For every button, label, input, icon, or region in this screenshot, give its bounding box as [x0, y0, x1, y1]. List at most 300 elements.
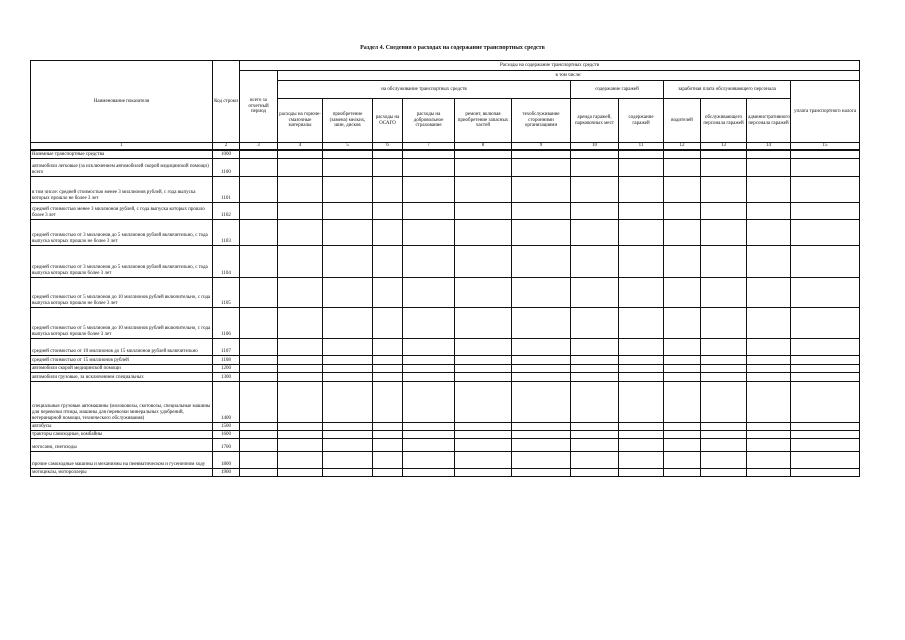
empty-cell[interactable] [455, 219, 512, 245]
empty-cell[interactable] [701, 338, 747, 355]
empty-cell[interactable] [373, 176, 403, 202]
column-number: 14 [747, 143, 791, 151]
empty-cell[interactable] [278, 245, 323, 277]
empty-cell[interactable] [373, 219, 403, 245]
empty-cell[interactable] [664, 158, 701, 176]
empty-cell[interactable] [747, 438, 791, 451]
empty-cell[interactable] [278, 219, 323, 245]
column-number: 13 [701, 143, 747, 151]
empty-cell[interactable] [619, 150, 664, 158]
empty-cell[interactable] [791, 245, 860, 277]
column-number: 8 [455, 143, 512, 151]
empty-cell[interactable] [403, 158, 455, 176]
empty-cell[interactable] [455, 202, 512, 219]
table-row [31, 338, 860, 355]
row-code: 1200 [213, 364, 240, 372]
empty-cell[interactable] [373, 355, 403, 364]
empty-cell[interactable] [512, 219, 571, 245]
empty-cell[interactable] [512, 451, 571, 468]
empty-cell[interactable] [791, 158, 860, 176]
empty-cell[interactable] [619, 381, 664, 422]
empty-cell[interactable] [571, 277, 619, 307]
empty-cell[interactable] [373, 451, 403, 468]
empty-cell[interactable] [571, 438, 619, 451]
empty-cell[interactable] [571, 422, 619, 430]
empty-cell[interactable] [512, 468, 571, 476]
empty-cell[interactable] [571, 176, 619, 202]
empty-cell[interactable] [791, 438, 860, 451]
empty-cell[interactable] [701, 176, 747, 202]
empty-cell[interactable] [373, 430, 403, 438]
empty-cell[interactable] [747, 176, 791, 202]
empty-cell[interactable] [619, 219, 664, 245]
empty-cell[interactable] [747, 364, 791, 372]
empty-cell[interactable] [240, 438, 278, 451]
column-numbers-row [31, 143, 860, 151]
column-number: 4 [278, 143, 323, 151]
empty-cell[interactable] [571, 355, 619, 364]
empty-cell[interactable] [373, 277, 403, 307]
empty-cell[interactable] [278, 158, 323, 176]
empty-cell[interactable] [664, 277, 701, 307]
row-name: автомобили скорой медицинской помощи [31, 364, 213, 372]
table-row [31, 430, 860, 438]
empty-cell[interactable] [619, 158, 664, 176]
empty-cell[interactable] [791, 422, 860, 430]
empty-cell[interactable] [240, 364, 278, 372]
empty-cell[interactable] [403, 245, 455, 277]
empty-cell[interactable] [619, 245, 664, 277]
empty-cell[interactable] [512, 438, 571, 451]
empty-cell[interactable] [403, 468, 455, 476]
empty-cell[interactable] [455, 338, 512, 355]
empty-cell[interactable] [619, 338, 664, 355]
empty-cell[interactable] [701, 202, 747, 219]
empty-cell[interactable] [403, 364, 455, 372]
empty-cell[interactable] [240, 355, 278, 364]
empty-cell[interactable] [455, 422, 512, 430]
empty-cell[interactable] [373, 381, 403, 422]
empty-cell[interactable] [323, 451, 373, 468]
empty-cell[interactable] [278, 438, 323, 451]
row-code: 1800 [213, 451, 240, 468]
row-code: 1000 [213, 150, 240, 158]
empty-cell[interactable] [278, 338, 323, 355]
empty-cell[interactable] [571, 430, 619, 438]
empty-cell[interactable] [455, 381, 512, 422]
empty-cell[interactable] [571, 150, 619, 158]
empty-cell[interactable] [240, 202, 278, 219]
empty-cell[interactable] [701, 219, 747, 245]
empty-cell[interactable] [373, 338, 403, 355]
empty-cell[interactable] [455, 355, 512, 364]
row-name: средней стоимостью от 5 миллионов до 10 миллионов рублей включительно, с года выпуска которых прошло не более 3 лет [31, 277, 213, 307]
empty-cell[interactable] [240, 307, 278, 338]
empty-cell[interactable] [323, 381, 373, 422]
empty-cell[interactable] [664, 430, 701, 438]
empty-cell[interactable] [747, 372, 791, 381]
empty-cell[interactable] [278, 202, 323, 219]
empty-cell[interactable] [619, 372, 664, 381]
header-col-8: ремонт, включая приобретение запасных частей [455, 99, 512, 143]
empty-cell[interactable] [323, 422, 373, 430]
empty-cell[interactable] [403, 430, 455, 438]
empty-cell[interactable] [747, 468, 791, 476]
empty-cell[interactable] [512, 381, 571, 422]
empty-cell[interactable] [619, 307, 664, 338]
empty-cell[interactable] [323, 219, 373, 245]
empty-cell[interactable] [571, 158, 619, 176]
table-row [31, 422, 860, 430]
empty-cell[interactable] [512, 355, 571, 364]
empty-cell[interactable] [664, 422, 701, 430]
header-service-group: на обслуживание транспортных средств [278, 81, 571, 99]
empty-cell[interactable] [373, 245, 403, 277]
empty-cell[interactable] [403, 372, 455, 381]
empty-cell[interactable] [512, 202, 571, 219]
empty-cell[interactable] [701, 364, 747, 372]
empty-cell[interactable] [619, 438, 664, 451]
empty-cell[interactable] [512, 307, 571, 338]
empty-cell[interactable] [373, 150, 403, 158]
empty-cell[interactable] [373, 422, 403, 430]
empty-cell[interactable] [664, 468, 701, 476]
empty-cell[interactable] [240, 430, 278, 438]
header-col-5: приобретение (замена) мелких, шин, дисков [323, 99, 373, 143]
empty-cell[interactable] [455, 176, 512, 202]
empty-cell[interactable] [512, 277, 571, 307]
empty-cell[interactable] [512, 176, 571, 202]
row-name: мотоциклы, мотороллеры [31, 468, 213, 476]
empty-cell[interactable] [240, 245, 278, 277]
empty-cell[interactable] [278, 430, 323, 438]
header-including: в том числе: [278, 71, 860, 81]
empty-cell[interactable] [701, 245, 747, 277]
empty-cell[interactable] [512, 338, 571, 355]
table-row [31, 150, 860, 158]
empty-cell[interactable] [278, 355, 323, 364]
empty-cell[interactable] [323, 202, 373, 219]
empty-cell[interactable] [571, 381, 619, 422]
empty-cell[interactable] [571, 364, 619, 372]
empty-cell[interactable] [323, 158, 373, 176]
empty-cell[interactable] [619, 468, 664, 476]
row-name: автомобили легковые (за исключением автомобилей скорой медицинской помощи) всего [31, 158, 213, 176]
row-name: средней стоимостью от 3 миллионов до 5 миллионов рублей включительно, с года выпуска которых прошло более 3 лет [31, 245, 213, 277]
empty-cell[interactable] [747, 202, 791, 219]
empty-cell[interactable] [512, 150, 571, 158]
row-code: 1600 [213, 430, 240, 438]
empty-cell[interactable] [240, 219, 278, 245]
row-code: 1500 [213, 422, 240, 430]
empty-cell[interactable] [240, 422, 278, 430]
empty-cell[interactable] [701, 150, 747, 158]
empty-cell[interactable] [664, 176, 701, 202]
empty-cell[interactable] [240, 176, 278, 202]
empty-cell[interactable] [240, 158, 278, 176]
header-col-11: содержание гаражей [619, 99, 664, 143]
empty-cell[interactable] [240, 451, 278, 468]
row-code: 1300 [213, 372, 240, 381]
empty-cell[interactable] [791, 355, 860, 364]
empty-cell[interactable] [791, 150, 860, 158]
empty-cell[interactable] [403, 307, 455, 338]
empty-cell[interactable] [240, 277, 278, 307]
empty-cell[interactable] [571, 338, 619, 355]
row-name: средней стоимостью менее 3 миллионов рублей, с года выпуска которых прошло более 3 лет [31, 202, 213, 219]
header-col-14: административного персонала гаражей [747, 99, 791, 143]
empty-cell[interactable] [701, 372, 747, 381]
empty-cell[interactable] [747, 338, 791, 355]
table-row [31, 307, 860, 338]
empty-cell[interactable] [571, 307, 619, 338]
empty-cell[interactable] [791, 176, 860, 202]
row-code: 1102 [213, 202, 240, 219]
header-tax: уплата транспортного налога [791, 81, 860, 143]
empty-cell[interactable] [619, 202, 664, 219]
empty-cell[interactable] [571, 451, 619, 468]
row-code: 1106 [213, 307, 240, 338]
empty-cell[interactable] [278, 422, 323, 430]
empty-cell[interactable] [323, 468, 373, 476]
empty-cell[interactable] [403, 438, 455, 451]
empty-cell[interactable] [701, 381, 747, 422]
empty-cell[interactable] [323, 150, 373, 158]
empty-cell[interactable] [571, 245, 619, 277]
empty-cell[interactable] [240, 468, 278, 476]
empty-cell[interactable] [512, 372, 571, 381]
empty-cell[interactable] [664, 219, 701, 245]
empty-cell[interactable] [791, 430, 860, 438]
empty-cell[interactable] [278, 468, 323, 476]
empty-cell[interactable] [323, 307, 373, 338]
empty-cell[interactable] [571, 372, 619, 381]
empty-cell[interactable] [403, 355, 455, 364]
empty-cell[interactable] [323, 338, 373, 355]
row-name: автобусы [31, 422, 213, 430]
empty-cell[interactable] [455, 245, 512, 277]
column-number: 5 [323, 143, 373, 151]
column-number: 12 [664, 143, 701, 151]
empty-cell[interactable] [701, 355, 747, 364]
empty-cell[interactable] [791, 381, 860, 422]
table-row [31, 176, 860, 202]
table-row [31, 219, 860, 245]
row-code: 1900 [213, 468, 240, 476]
table-row [31, 451, 860, 468]
empty-cell[interactable] [323, 364, 373, 372]
empty-cell[interactable] [323, 430, 373, 438]
empty-cell[interactable] [455, 277, 512, 307]
empty-cell[interactable] [747, 451, 791, 468]
empty-cell[interactable] [747, 277, 791, 307]
empty-cell[interactable] [791, 277, 860, 307]
empty-cell[interactable] [664, 372, 701, 381]
table-row [31, 438, 860, 451]
empty-cell[interactable] [747, 307, 791, 338]
empty-cell[interactable] [701, 438, 747, 451]
header-col-12: водителей [664, 99, 701, 143]
empty-cell[interactable] [619, 451, 664, 468]
column-number: 3 [240, 143, 278, 151]
row-name: средней стоимостью от 5 миллионов до 10 миллионов рублей включительно, с года выпуска которых прошло более 3 лет [31, 307, 213, 338]
empty-cell[interactable] [701, 422, 747, 430]
empty-cell[interactable] [455, 430, 512, 438]
empty-cell[interactable] [455, 150, 512, 158]
empty-cell[interactable] [664, 364, 701, 372]
empty-cell[interactable] [747, 150, 791, 158]
empty-cell[interactable] [664, 381, 701, 422]
empty-cell[interactable] [455, 468, 512, 476]
empty-cell[interactable] [619, 277, 664, 307]
empty-cell[interactable] [323, 372, 373, 381]
empty-cell[interactable] [403, 338, 455, 355]
section-title: Раздел 4. Сведения о расходах на содержание транспортных средств [360, 45, 545, 51]
empty-cell[interactable] [747, 422, 791, 430]
table-row [31, 468, 860, 476]
empty-cell[interactable] [791, 372, 860, 381]
empty-cell[interactable] [512, 158, 571, 176]
empty-cell[interactable] [664, 338, 701, 355]
empty-cell[interactable] [403, 176, 455, 202]
empty-cell[interactable] [403, 150, 455, 158]
empty-cell[interactable] [791, 219, 860, 245]
empty-cell[interactable] [373, 438, 403, 451]
empty-cell[interactable] [619, 422, 664, 430]
empty-cell[interactable] [403, 277, 455, 307]
empty-cell[interactable] [373, 364, 403, 372]
empty-cell[interactable] [278, 176, 323, 202]
empty-cell[interactable] [664, 245, 701, 277]
row-code: 1105 [213, 277, 240, 307]
empty-cell[interactable] [701, 307, 747, 338]
empty-cell[interactable] [323, 355, 373, 364]
row-name: тракторы самоходные, комбайны [31, 430, 213, 438]
empty-cell[interactable] [403, 381, 455, 422]
empty-cell[interactable] [278, 364, 323, 372]
empty-cell[interactable] [701, 468, 747, 476]
column-number: 6 [373, 143, 403, 151]
empty-cell[interactable] [747, 381, 791, 422]
empty-cell[interactable] [791, 364, 860, 372]
empty-cell[interactable] [791, 451, 860, 468]
empty-cell[interactable] [240, 381, 278, 422]
empty-cell[interactable] [619, 355, 664, 364]
empty-cell[interactable] [747, 158, 791, 176]
empty-cell[interactable] [323, 245, 373, 277]
empty-cell[interactable] [373, 158, 403, 176]
empty-cell[interactable] [701, 430, 747, 438]
row-code: 1400 [213, 381, 240, 422]
empty-cell[interactable] [747, 355, 791, 364]
header-total: всего за отчетный период [240, 71, 278, 143]
expenses-table [30, 60, 860, 477]
empty-cell[interactable] [455, 158, 512, 176]
header-code: Код строки [213, 61, 240, 143]
empty-cell[interactable] [455, 438, 512, 451]
empty-cell[interactable] [664, 355, 701, 364]
empty-cell[interactable] [664, 202, 701, 219]
table-row [31, 158, 860, 176]
empty-cell[interactable] [791, 202, 860, 219]
empty-cell[interactable] [278, 150, 323, 158]
empty-cell[interactable] [373, 468, 403, 476]
empty-cell[interactable] [278, 277, 323, 307]
empty-cell[interactable] [240, 150, 278, 158]
empty-cell[interactable] [278, 451, 323, 468]
column-number: 9 [512, 143, 571, 151]
empty-cell[interactable] [278, 381, 323, 422]
empty-cell[interactable] [747, 430, 791, 438]
empty-cell[interactable] [323, 176, 373, 202]
row-code: 1108 [213, 355, 240, 364]
empty-cell[interactable] [512, 245, 571, 277]
empty-cell[interactable] [701, 158, 747, 176]
column-number: 7 [403, 143, 455, 151]
header-col-4: расходы на горюче-смазочные материалы [278, 99, 323, 143]
empty-cell[interactable] [373, 202, 403, 219]
empty-cell[interactable] [373, 307, 403, 338]
row-code: 1700 [213, 438, 240, 451]
empty-cell[interactable] [278, 372, 323, 381]
column-number: 1 [31, 143, 213, 151]
empty-cell[interactable] [571, 219, 619, 245]
empty-cell[interactable] [455, 451, 512, 468]
empty-cell[interactable] [619, 430, 664, 438]
empty-cell[interactable] [664, 438, 701, 451]
empty-cell[interactable] [512, 430, 571, 438]
empty-cell[interactable] [455, 372, 512, 381]
empty-cell[interactable] [571, 468, 619, 476]
empty-cell[interactable] [403, 219, 455, 245]
header-col-9: техобслуживание сторонними организациями [512, 99, 571, 143]
empty-cell[interactable] [701, 277, 747, 307]
header-col-13: обслуживающего персонала гаражей [701, 99, 747, 143]
empty-cell[interactable] [403, 202, 455, 219]
empty-cell[interactable] [747, 219, 791, 245]
empty-cell[interactable] [791, 307, 860, 338]
empty-cell[interactable] [323, 277, 373, 307]
empty-cell[interactable] [664, 451, 701, 468]
empty-cell[interactable] [701, 451, 747, 468]
empty-cell[interactable] [278, 307, 323, 338]
empty-cell[interactable] [664, 307, 701, 338]
empty-cell[interactable] [791, 338, 860, 355]
empty-cell[interactable] [512, 422, 571, 430]
empty-cell[interactable] [240, 338, 278, 355]
empty-cell[interactable] [240, 372, 278, 381]
empty-cell[interactable] [323, 438, 373, 451]
empty-cell[interactable] [571, 202, 619, 219]
empty-cell[interactable] [791, 468, 860, 476]
row-name: мотосани, снегоходы [31, 438, 213, 451]
empty-cell[interactable] [619, 364, 664, 372]
empty-cell[interactable] [455, 307, 512, 338]
row-name: средней стоимостью от 3 миллионов до 5 миллионов рублей включительно, с года выпуска которых прошло не более 3 лет [31, 219, 213, 245]
header-garage-group: содержание гаражей [571, 81, 664, 99]
row-name: автомобили грузовые, за исключением специальных [31, 372, 213, 381]
empty-cell[interactable] [403, 451, 455, 468]
empty-cell[interactable] [455, 364, 512, 372]
header-name: Наименование показателя [31, 61, 213, 143]
empty-cell[interactable] [747, 245, 791, 277]
empty-cell[interactable] [512, 364, 571, 372]
empty-cell[interactable] [664, 150, 701, 158]
table-row [31, 381, 860, 422]
empty-cell[interactable] [619, 176, 664, 202]
empty-cell[interactable] [373, 372, 403, 381]
empty-cell[interactable] [403, 422, 455, 430]
